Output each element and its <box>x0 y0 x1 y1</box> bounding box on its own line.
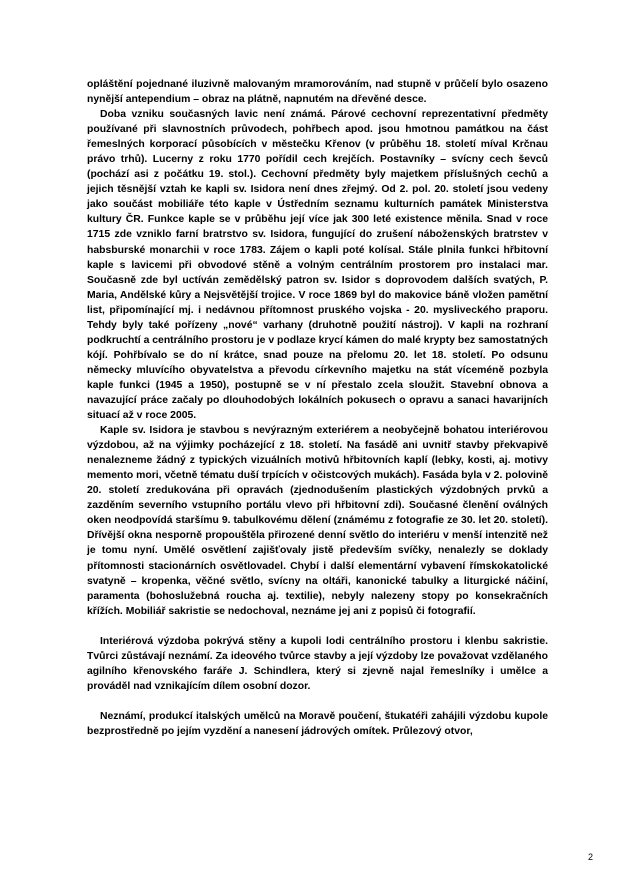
paragraph-furnishings-history: Doba vzniku současných lavic není známá. Párové cechovní reprezentativní předměty používané při slavnostních průvodech, pohřbech apod. jsou hmotnou památkou na část řemeslných korporací působících v městečku Křenov (v průběhu 18. století míval Krčnau právo trhů). Lucerny z roku 1770 pořídil cech krejčích. Postavníky – svícny cech ševců (pochází asi z počátku 19. stol.). Cechovní předměty byly majetkem příslušných cechů a jejich těsnější vztah ke kapli sv. Isidora není dnes zřejmý. Od 2. pol. 20. století jsou vedeny jako součást mobiliáře této kaple v Ústředním seznamu kulturních památek Ministerstva kultury ČR. Funkce kaple se v průběhu její více jak 300 leté existence měnila. Snad v roce 1715 zde vzniklo farní bratrstvo sv. Isidora, fungující do zrušení náboženských bratrstev v habsburské monarchii v roce 1783. Zájem o kapli poté kolísal. Stále plnila funkci hřbitovní kaple s lavicemi při obvodové stěně a volným centrálním prostorem pro instalaci mar. Současně zde byl uctíván zemědělský patron sv. Isidor s doprovodem dalších svatých, P. Maria, Andělské kůry a Nejsvětější trojice. V roce 1869 byl do makovice báně vložen pamětní list, připomínající mj. i nedávnou přítomnost pruského vojska - 20. mysliveckého praporu. Tehdy byly také pořízeny „nové“ varhany (druhotně použití nástroj). V kapli na rozhraní podkruchtí a centrálního prostoru je v podlaze krycí kámen do malé krypty bez samostatných kójí. Pohřbívalo se do ní krátce, snad pouze na přelomu 20. let 18. století. Po odsunu německy mluvícího obyvatelstva a převodu církevního majetku na stát víceméně pozbyla kaple funkci (1945 a 1950), postupně se v ní přestalo zcela sloužit. Stavební obnova a navazující práce začaly po dlouhodobých lokálních pokusech o opravu a sanaci havarijních situací až v roce 2005. <box>87 109 548 422</box>
paragraph-spacer <box>87 694 548 709</box>
page-number: 2 <box>588 852 594 862</box>
paragraph-interior-decoration: Interiérová výzdoba pokrývá stěny a kupoli lodi centrálního prostoru i klenbu sakristie. Tvůrci zůstávají neznámí. Za ideového tvůrce stavby a její výzdoby lze považovat vzdělaného agilního křenovského faráře J. Schindlera, který si zjevně najal řemeslníky i umělce a prováděl nad vznikajícím dílem osobní dozor. <box>87 635 548 692</box>
paragraph-exterior-interior: Kaple sv. Isidora je stavbou s nevýrazným exteriérem a neobyčejně bohatou interiérovou výzdobou, až na výjimky pocházející z 18. století. Na fasádě ani uvnitř stavby překvapivě nenalezneme žádný z typických vizuálních motivů hřbitovních kaplí (lebky, kosti, aj. motivy memento mori, včetně tématu duší trpících v očistcových mukách). Fasáda byla v 2. polovině 20. století zredukována při opravách (zjednodušením plastických výzdobných prvků a zazděním severního vstupního portálu vlevo při hřbitovní zdi). Současné členění oválných oken neodpovídá staršímu 9. tabulkovému dělení (známému z fotografie ze 30. let 20. století). Dřívější okna nesporně propouštěla přirozené denní světlo do interiéru v menší intenzitě než je tomu nyní. Umělé osvětlení zajišťovaly jistě především svíčky, nenalezly se doklady přítomnosti stacionárních osvětlovadel. Chybí i další elementární vybavení římskokatolické svatyně – kropenka, věčné světlo, svícny na oltáři, kanonické tabulky a liturgické náčiní, paramenta (bohoslužebná roucha aj. textilie), nebyly nalezeny stopy po konsekračních křížích. Mobiliář sakristie se nedochoval, neznáme jej ani z popisů či fotografií. <box>87 425 548 617</box>
paragraph-stucco-work: Neznámí, produkcí italských umělců na Moravě poučení, štukatéři zahájili výzdobu kupole bezprostředně po jejím vyzdění a nanesení jádrových omítek. Průlezový otvor, <box>87 710 548 737</box>
paragraph-spacer <box>87 619 548 634</box>
body-text <box>87 77 548 739</box>
paragraph-continuation: opláštění pojednané iluzivně malovaným mramorováním, nad stupně v průčelí bylo osazeno nynější antependium – obraz na plátně, napnutém na dřevěné desce. <box>87 79 548 106</box>
